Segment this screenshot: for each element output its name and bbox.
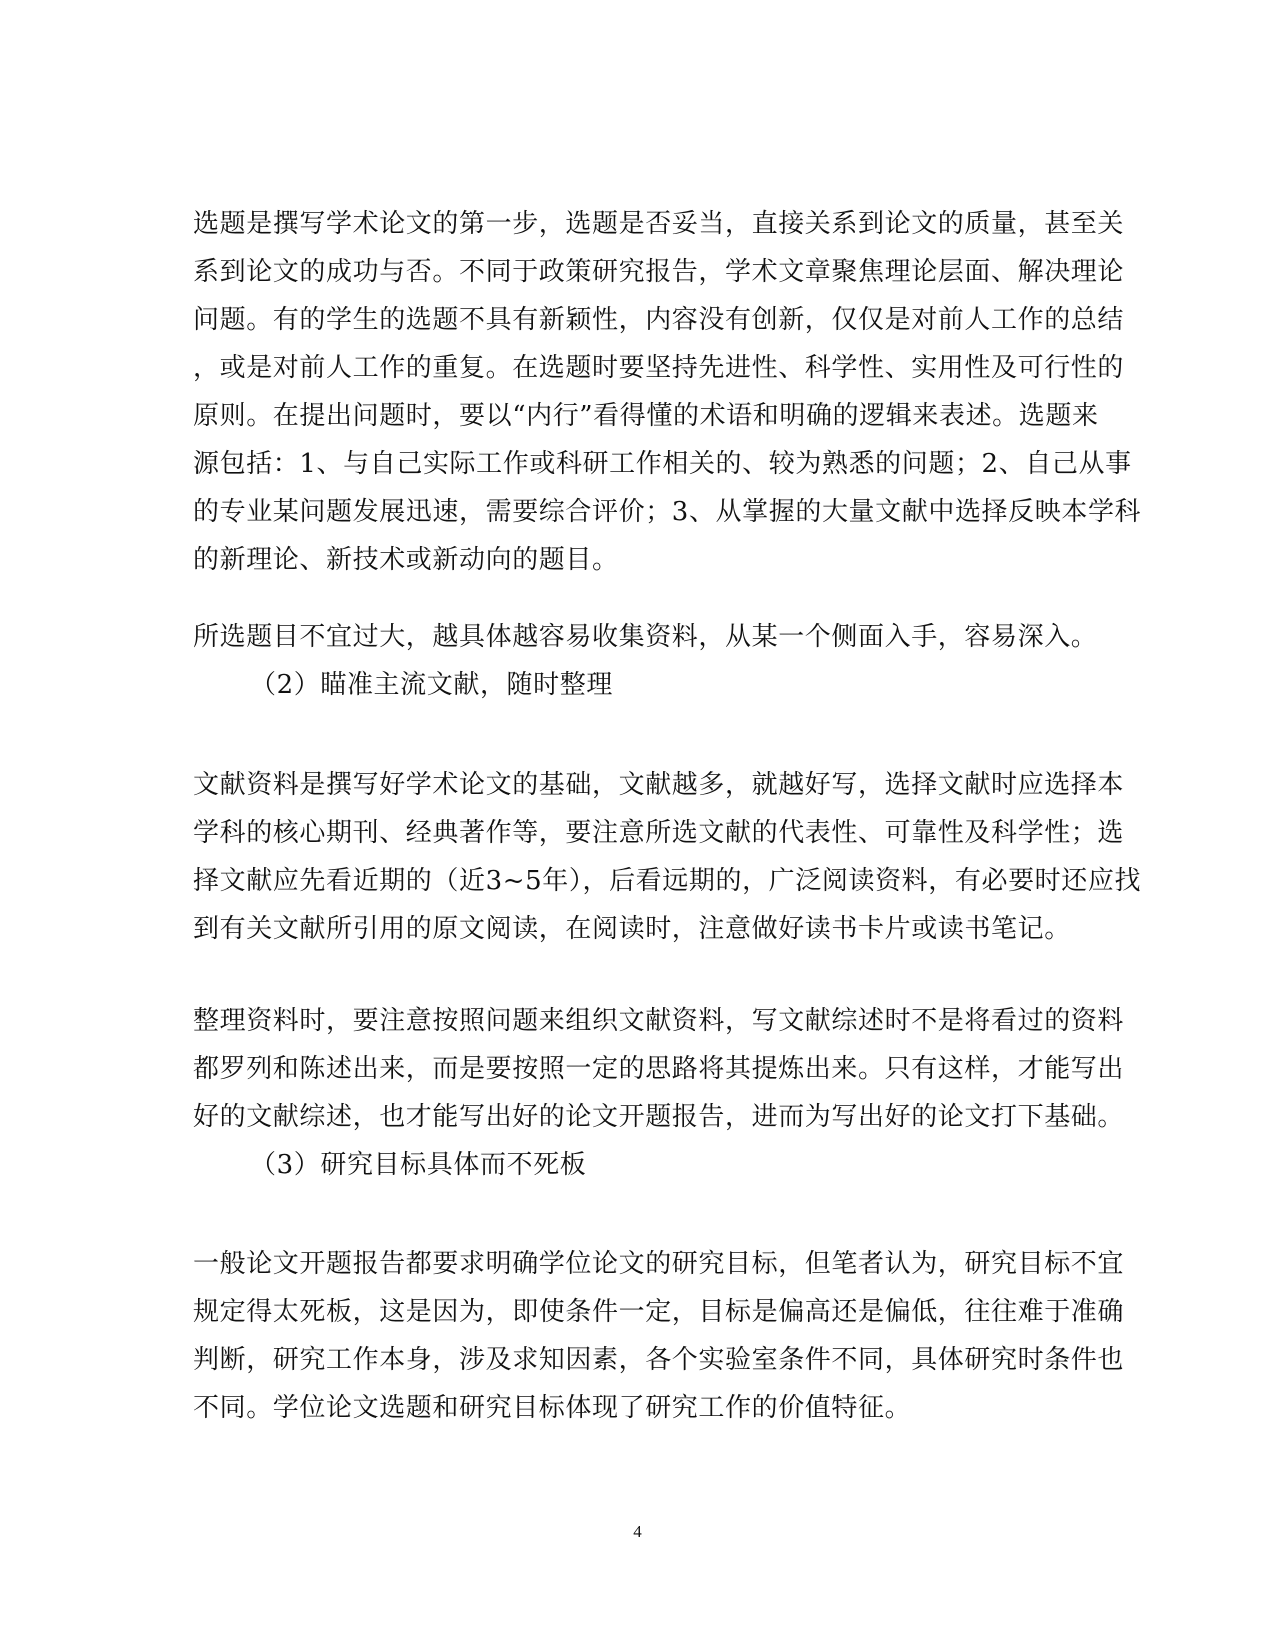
paragraph-5-line-2: 规定得太死板，这是因为，即使条件一定，目标是偏高还是偏低，往往难于准确 [193, 1297, 1125, 1327]
paragraph-4-line-3: 好的文献综述，也才能写出好的论文开题报告，进而为写出好的论文打下基础。 [193, 1102, 1125, 1132]
paragraph-1-line-3: 问题。有的学生的选题不具有新颖性，内容没有创新，仅仅是对前人工作的总结 [193, 305, 1125, 335]
paragraph-1-line-1: 选题是撰写学术论文的第一步，选题是否妥当，直接关系到论文的质量，甚至关 [193, 209, 1125, 239]
paragraph-3-line-1: 文献资料是撰写好学术论文的基础，文献越多，就越好写，选择文献时应选择本 [193, 770, 1125, 800]
paragraph-1-line-6: 源包括：1、与自己实际工作或科研工作相关的、较为熟悉的问题；2、自己从事 [193, 449, 1132, 479]
paragraph-5-line-3: 判断，研究工作本身，涉及求知因素，各个实验室条件不同，具体研究时条件也 [193, 1345, 1125, 1375]
paragraph-4-line-2: 都罗列和陈述出来，而是要按照一定的思路将其提炼出来。只有这样，才能写出 [193, 1054, 1125, 1084]
page-number: 4 [633, 1522, 642, 1541]
paragraph-1-line-2: 系到论文的成功与否。不同于政策研究报告，学术文章聚焦理论层面、解决理论 [193, 257, 1125, 287]
paragraph-3-line-4: 到有关文献所引用的原文阅读，在阅读时，注意做好读书卡片或读书笔记。 [193, 914, 1071, 944]
paragraph-1-line-5: 原则。在提出问题时，要以“内行”看得懂的术语和明确的逻辑来表述。选题来 [193, 401, 1099, 431]
paragraph-1-line-4: ，或是对前人工作的重复。在选题时要坚持先进性、科学性、实用性及可行性的 [193, 353, 1125, 383]
paragraph-1-line-7: 的专业某问题发展迅速，需要综合评价；3、从掌握的大量文献中选择反映本学科 [193, 497, 1142, 527]
paragraph-3-line-2: 学科的核心期刊、经典著作等，要注意所选文献的代表性、可靠性及科学性；选 [193, 818, 1125, 848]
section-heading-3: （3）研究目标具体而不死板 [250, 1150, 587, 1180]
paragraph-3-line-3: 择文献应先看近期的（近3~5年），后看远期的，广泛阅读资料，有必要时还应找 [193, 866, 1142, 896]
paragraph-4-line-1: 整理资料时，要注意按照问题来组织文献资料，写文献综述时不是将看过的资料 [193, 1006, 1125, 1036]
paragraph-5-line-4: 不同。学位论文选题和研究目标体现了研究工作的价值特征。 [193, 1393, 912, 1423]
paragraph-1-line-8: 的新理论、新技术或新动向的题目。 [193, 545, 619, 575]
paragraph-5-line-1: 一般论文开题报告都要求明确学位论文的研究目标，但笔者认为，研究目标不宜 [193, 1249, 1125, 1279]
section-heading-2: （2）瞄准主流文献，随时整理 [250, 670, 613, 700]
paragraph-2-line-1: 所选题目不宜过大，越具体越容易收集资料，从某一个侧面入手，容易深入。 [193, 622, 1098, 652]
